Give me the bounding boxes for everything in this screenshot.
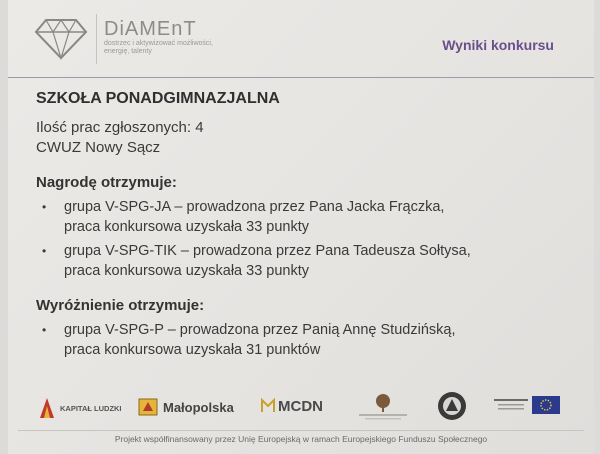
mcdn-logo (260, 396, 323, 416)
header-divider (8, 77, 594, 78)
distinction-list (36, 320, 576, 360)
footer-divider (18, 430, 584, 431)
slide-header (8, 0, 594, 78)
mcdn-crown-icon (260, 396, 276, 416)
emblem-icon (436, 390, 468, 422)
brand-tagline: dostrzec i aktywizować możliwości, energię, talenty (104, 40, 213, 55)
logo-divider (96, 14, 97, 64)
malopolska-crest-icon (138, 398, 158, 416)
eu-flag-icon (532, 396, 560, 414)
eu-text-icon (494, 396, 528, 414)
school-heading: SZKOŁA PONADGIMNAZJALNA (36, 90, 280, 107)
slide-title: Wyniki konkursu (442, 37, 554, 53)
list-item (36, 241, 576, 281)
mcdn-label: MCDN (278, 397, 323, 415)
sponsor-logo-bar (8, 384, 594, 430)
award-line-1: grupa V-SPG-JA – prowadzona przez Pana Jacka Frączka, (64, 199, 445, 215)
list-item (36, 197, 576, 237)
submission-count: Ilość prac zgłoszonych: 4 (36, 119, 204, 136)
tree-icon (353, 392, 413, 422)
eu-logo (494, 396, 560, 414)
distinction-heading: Wyróżnienie otrzymuje: (36, 297, 205, 314)
slide-content (36, 90, 576, 364)
bullet-icon: • (42, 244, 47, 258)
brand-name: DiAMEnT (104, 18, 197, 40)
footer-text: Projekt współfinansowany przez Unię Europejską w ramach Europejskiego Funduszu Społecznego (114, 434, 488, 444)
award-line-2: praca konkursowa uzyskała 33 punkty (64, 263, 310, 279)
award-line-2: praca konkursowa uzyskała 33 punkty (64, 219, 310, 235)
kapital-ludzki-logo (38, 396, 122, 420)
presentation-slide (8, 0, 594, 454)
award-list (36, 197, 576, 281)
school-logo (353, 392, 413, 422)
list-item (36, 320, 576, 360)
award-heading: Nagrodę otrzymuje: (36, 174, 177, 191)
malopolska-logo (138, 398, 234, 416)
institution-name: CWUZ Nowy Sącz (36, 139, 161, 156)
distinction-line-2: praca konkursowa uzyskała 31 punktów (64, 342, 321, 358)
brand-block (104, 18, 224, 56)
bullet-icon: • (42, 323, 47, 337)
diamond-logo-icon (34, 14, 88, 60)
bullet-icon: • (42, 200, 47, 214)
malopolska-label: Małopolska (163, 399, 234, 415)
kapital-ludzki-label: KAPITAŁ LUDZKI (60, 403, 122, 413)
emblem-logo (436, 390, 468, 422)
distinction-line-1: grupa V-SPG-P – prowadzona przez Panią Annę Studzińską, (64, 322, 456, 338)
award-line-1: grupa V-SPG-TIK – prowadzona przez Pana Tadeusza Sołtysa, (64, 243, 471, 259)
kapital-ludzki-icon (38, 396, 56, 420)
